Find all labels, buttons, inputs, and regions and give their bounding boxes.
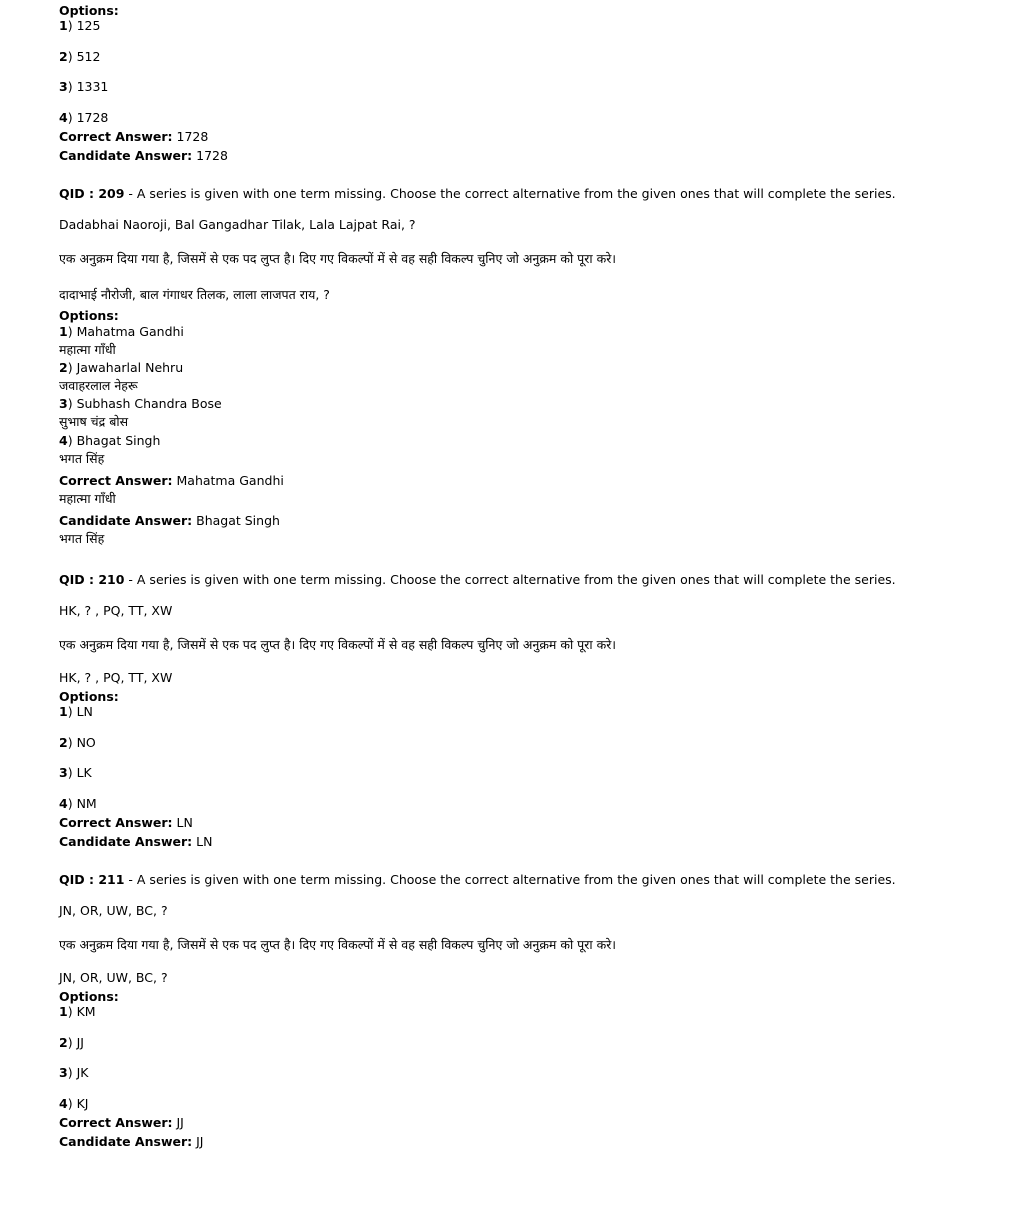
series-en: HK, ? , PQ, TT, XW	[59, 603, 173, 618]
option-3: 3) 1331	[59, 79, 109, 94]
option-4: 4) 1728	[59, 110, 109, 125]
question-text-hi: एक अनुक्रम दिया गया है, जिसमें से एक पद लुप्त है। दिए गए विकल्पों में से वह सही विकल्प चुनिए जो अनुक्रम को पूरा करे।	[59, 637, 617, 652]
candidate-answer: Candidate Answer: Bhagat Singh	[59, 513, 280, 528]
correct-answer: Correct Answer: Mahatma Gandhi	[59, 473, 284, 488]
question-text: QID : 210 - A series is given with one term missing. Choose the correct alternative from the given ones that will complete the series.	[59, 572, 896, 587]
series-hi: JN, OR, UW, BC, ?	[59, 970, 168, 985]
option-4-hi: भगत सिंह	[59, 451, 105, 466]
series-hi: HK, ? , PQ, TT, XW	[59, 670, 173, 685]
option-3: 3) JK	[59, 1065, 89, 1080]
correct-answer: Correct Answer: LN	[59, 815, 193, 830]
option-4: 4) KJ	[59, 1096, 89, 1111]
series-en: Dadabhai Naoroji, Bal Gangadhar Tilak, Lala Lajpat Rai, ?	[59, 217, 416, 232]
candidate-answer-hi: भगत सिंह	[59, 531, 105, 546]
series-en: JN, OR, UW, BC, ?	[59, 903, 168, 918]
option-3: 3) LK	[59, 765, 92, 780]
option-2: 2) Jawaharlal Nehru	[59, 360, 184, 375]
option-2-hi: जवाहरलाल नेहरू	[59, 378, 138, 393]
question-text-hi: एक अनुक्रम दिया गया है, जिसमें से एक पद लुप्त है। दिए गए विकल्पों में से वह सही विकल्प चुनिए जो अनुक्रम को पूरा करे।	[59, 937, 617, 952]
question-text: QID : 211 - A series is given with one term missing. Choose the correct alternative from the given ones that will complete the series.	[59, 872, 896, 887]
option-2: 2) JJ	[59, 1035, 84, 1050]
series-hi: दादाभाई नौरोजी, बाल गंगाधर तिलक, लाला लाजपत राय, ?	[59, 287, 330, 302]
option-3-hi: सुभाष चंद्र बोस	[59, 414, 129, 429]
candidate-answer: Candidate Answer: 1728	[59, 148, 228, 163]
correct-answer: Correct Answer: JJ	[59, 1115, 184, 1130]
option-1: 1) LN	[59, 704, 93, 719]
option-4: 4) NM	[59, 796, 97, 811]
options-label: Options:	[59, 308, 119, 323]
correct-answer: Correct Answer: 1728	[59, 129, 209, 144]
option-1: 1) 125	[59, 18, 101, 33]
candidate-answer: Candidate Answer: LN	[59, 834, 213, 849]
question-text-hi: एक अनुक्रम दिया गया है, जिसमें से एक पद लुप्त है। दिए गए विकल्पों में से वह सही विकल्प चुनिए जो अनुक्रम को पूरा करे।	[59, 251, 617, 266]
question-text: QID : 209 - A series is given with one term missing. Choose the correct alternative from the given ones that will complete the series.	[59, 186, 896, 201]
options-label: Options:	[59, 689, 119, 704]
candidate-answer: Candidate Answer: JJ	[59, 1134, 204, 1149]
option-4: 4) Bhagat Singh	[59, 433, 161, 448]
option-3: 3) Subhash Chandra Bose	[59, 396, 222, 411]
options-label: Options:	[59, 3, 119, 18]
option-2: 2) 512	[59, 49, 101, 64]
correct-answer-hi: महात्मा गाँधी	[59, 491, 116, 506]
option-1-hi: महात्मा गाँधी	[59, 342, 116, 357]
option-1: 1) Mahatma Gandhi	[59, 324, 184, 339]
options-label: Options:	[59, 989, 119, 1004]
option-1: 1) KM	[59, 1004, 96, 1019]
option-2: 2) NO	[59, 735, 96, 750]
